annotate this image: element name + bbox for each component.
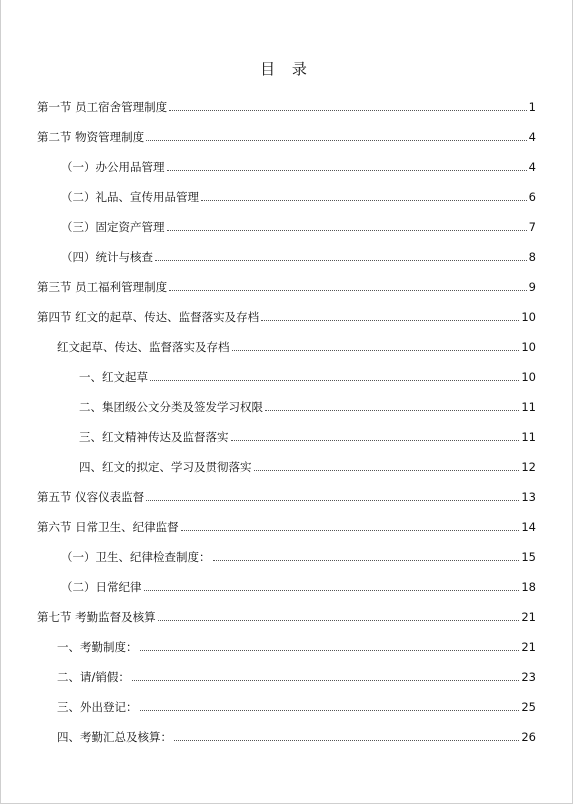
toc-title: 目 录 [260,60,313,78]
toc-entry-label: （四）统计与核查 [61,250,153,264]
toc-entry[interactable] [37,484,536,504]
toc-entry[interactable] [61,244,536,264]
toc-entry-label: 一、考勤制度： [57,640,138,654]
toc-entry-label: 四、考勤汇总及核算： [57,730,172,744]
toc-entry-label: 第二节 物资管理制度 [37,130,145,144]
toc-entry[interactable] [79,364,536,384]
toc-entry-page: 11 [521,430,536,444]
toc-entry-page: 11 [521,400,536,414]
toc-leader [155,260,527,261]
toc-entry-page: 15 [521,550,536,564]
toc-entry-label: 三、红文精神传达及监督落实 [79,430,229,444]
toc-entry[interactable] [57,634,536,654]
toc-leader [169,290,527,291]
toc-leader [140,650,520,651]
toc-entry[interactable] [37,124,536,144]
toc-entry-label: 第三节 员工福利管理制度 [37,280,168,294]
toc-entry-page: 10 [521,370,536,384]
toc-entry[interactable] [37,304,536,324]
toc-entry-label: 第一节 员工宿舍管理制度 [37,100,168,114]
toc-entry-page: 26 [521,730,536,744]
toc-leader [213,560,520,561]
toc-entry-page: 25 [521,700,536,714]
toc-entry-page: 14 [521,520,536,534]
toc-entry-label: （一）办公用品管理 [61,160,165,174]
toc-entry-label: 第四节 红文的起草、传达、监督落实及存档 [37,310,260,324]
toc-entry-label: （二）礼品、宣传用品管理 [61,190,199,204]
toc-leader [140,710,520,711]
toc-entry-page: 8 [528,250,536,264]
toc-entry-label: （一）卫生、纪律检查制度： [61,550,211,564]
toc-leader [146,140,527,141]
toc-entry-label: 红文起草、传达、监督落实及存档 [57,340,230,354]
toc-entry-label: 二、集团级公文分类及签发学习权限 [79,400,263,414]
toc-entry-label: 三、外出登记： [57,700,138,714]
toc-entry-page: 9 [528,280,536,294]
toc-leader [144,590,520,591]
toc-leader [201,200,527,201]
toc-entry[interactable] [37,274,536,294]
toc-leader [232,350,520,351]
toc-entry[interactable] [57,664,536,684]
toc-entry[interactable] [57,694,536,714]
toc-leader [181,530,520,531]
toc-entry-label: 第六节 日常卫生、纪律监督 [37,520,179,534]
toc-entry[interactable] [79,394,536,414]
toc-entry-label: （三）固定资产管理 [61,220,165,234]
toc-entry[interactable] [79,424,536,444]
toc-entry[interactable] [37,514,536,534]
toc-entry-page: 1 [528,100,536,114]
toc-entry-page: 10 [521,340,536,354]
toc-entry[interactable] [79,454,536,474]
toc-entry-page: 23 [521,670,536,684]
toc-leader [132,680,519,681]
toc-entry-page: 21 [521,640,536,654]
toc-entry-page: 4 [528,130,536,144]
toc-entry[interactable] [61,214,536,234]
toc-entry-label: 第五节 仪容仪表监督 [37,490,145,504]
toc-entry-page: 13 [521,490,536,504]
toc-leader [150,380,519,381]
toc-entry[interactable] [61,574,536,594]
toc-entry-page: 21 [521,610,536,624]
toc-entry-label: 一、红文起草 [79,370,148,384]
toc-entry[interactable] [57,334,536,354]
toc-entry[interactable] [61,184,536,204]
toc-entry-page: 18 [521,580,536,594]
toc-entry-label: （二）日常纪律 [61,580,142,594]
toc-entry-page: 4 [528,160,536,174]
toc-entry-label: 二、请/销假： [57,670,130,684]
toc-entry[interactable] [57,724,536,744]
toc-entry-page: 10 [521,310,536,324]
toc-leader [254,470,520,471]
toc-leader [265,410,519,411]
toc-leader [158,620,520,621]
toc-leader [174,740,519,741]
toc-leader [167,230,527,231]
toc-entry[interactable] [61,544,536,564]
toc-entry-page: 7 [528,220,536,234]
toc-leader [146,500,519,501]
toc-entry-label: 第七节 考勤监督及核算 [37,610,156,624]
toc-leader [231,440,520,441]
toc-leader [261,320,519,321]
toc-entry[interactable] [37,94,536,114]
toc-entry-page: 12 [521,460,536,474]
toc-leader [169,110,527,111]
toc-entry-label: 四、红文的拟定、学习及贯彻落实 [79,460,252,474]
toc-leader [167,170,527,171]
toc-entry-page: 6 [528,190,536,204]
toc-entry[interactable] [37,604,536,624]
toc-entry[interactable] [61,154,536,174]
